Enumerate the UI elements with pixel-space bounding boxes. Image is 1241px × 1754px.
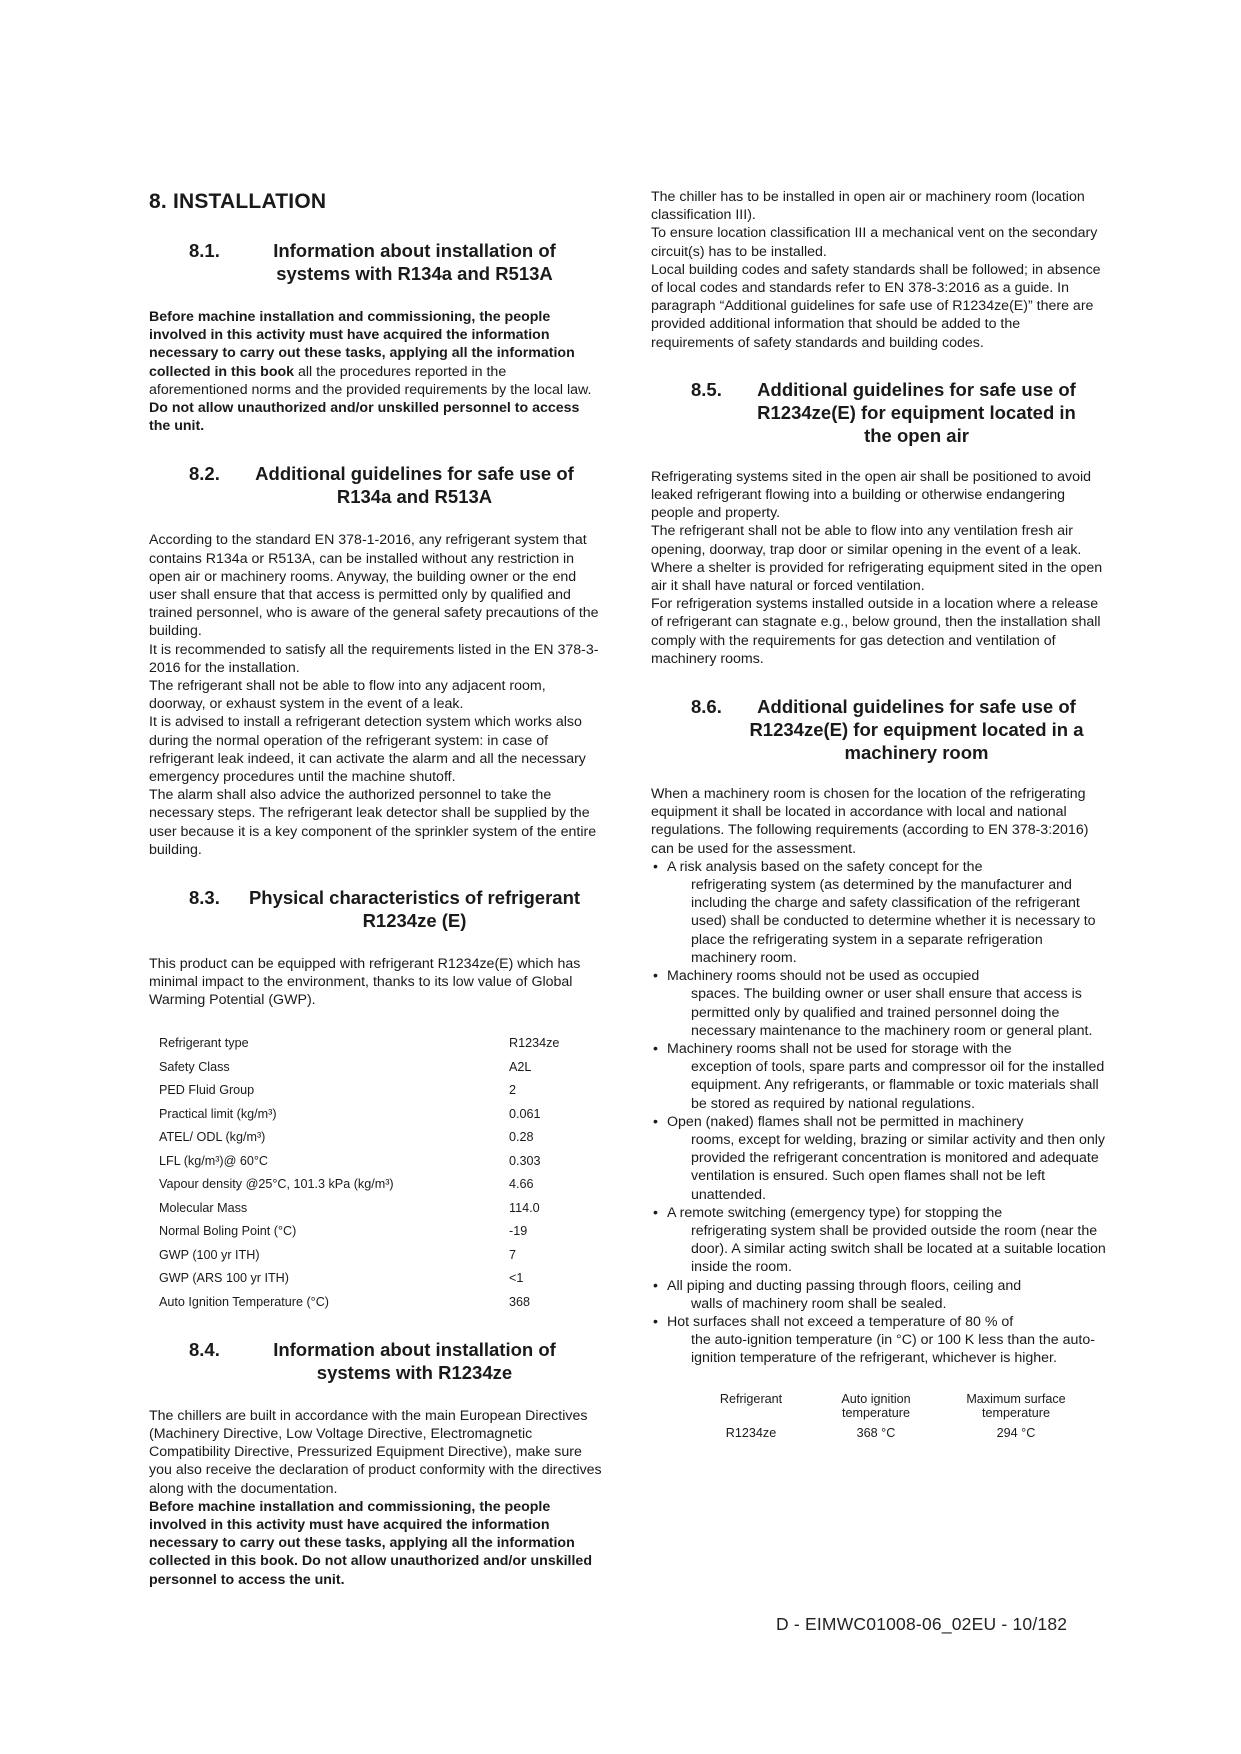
table-row: GWP (ARS 100 yr ITH) <1	[159, 1271, 524, 1286]
table-header: Auto ignition temperature	[841, 1391, 911, 1420]
list-item: • Machinery rooms should not be used as occupied spaces. The building owner or user shall ensure that access is permitted only by qualified and trained personnel doing the necessary maintenance to the machinery room or general plant.	[651, 967, 1106, 1040]
paragraph: According to the standard EN 378-1-2016, any refrigerant system that contains R134a or R513A, can be installed without any restriction in open air or machinery rooms. Anyway, the building owner or the end user shall ensure that that access is permitted only by qualified and trained personnel, who is aware of the general safety precautions of the building.	[149, 532, 599, 640]
paragraph: For refrigeration systems installed outside in a location where a release of refrigerant can stagnate e.g., below ground, then the installation shall comply with the requirements for gas detection and ventilation of machinery rooms.	[651, 596, 1101, 667]
list-item: • A risk analysis based on the safety concept for the refrigerating system (as determined by the manufacturer and including the charge and safety classification of the refrigerant used) shall be conducted to determine whether it is necessary to place the refrigerating system in a separate refrigeration machinery room.	[651, 858, 1106, 967]
table-row: Molecular Mass 114.0	[159, 1200, 540, 1215]
section-8-5-heading	[651, 378, 1106, 447]
paragraph: The refrigerant shall not be able to flow into any ventilation fresh air opening, doorway, trap door or similar opening in the event of a leak. Where a shelter is provided for refrigerating equipment sited in the open air it shall have natural or forced ventilation.	[651, 523, 1103, 595]
requirements-list	[651, 858, 1106, 1368]
right-column	[651, 188, 1106, 1440]
paragraph: The chillers are built in accordance with the main European Directives (Machinery Directive, Low Voltage Directive, Electromagnetic Compatibility Directive, Pressurized Equipment Directive), make sure you also receive the declaration of product conformity with the directives along with the documentation.	[149, 1407, 602, 1497]
section-title: Additional guidelines for safe use of R1234ze(E) for equipment located in the open air	[757, 378, 1076, 446]
table-row: GWP (100 yr ITH) 7	[159, 1247, 517, 1262]
table-row: ATEL/ ODL (kg/m³) 0.28	[159, 1130, 534, 1145]
table-row: PED Fluid Group 2	[159, 1083, 517, 1098]
paragraph: To ensure location classification III a mechanical vent on the secondary circuit(s) has to be installed.	[651, 225, 1098, 260]
warning-paragraph: Before machine installation and commissioning, the people involved in this activity must have acquired the information necessary to carry out these tasks, applying all the information collected in this book. Do not allow unauthorized and/or unskilled personnel to access the unit.	[149, 1498, 592, 1588]
section-8-6-heading	[651, 695, 1106, 764]
section-8-3-heading	[149, 886, 604, 932]
table-header: Maximum surface temperature	[966, 1391, 1066, 1420]
list-item: • All piping and ducting passing through floors, ceiling and walls of machinery room shall be sealed.	[651, 1277, 1106, 1313]
table-cell: 368 °C	[856, 1425, 896, 1440]
table-cell: 294 °C	[996, 1425, 1036, 1440]
table-row: Safety Class A2L	[159, 1059, 532, 1074]
paragraph: When a machinery room is chosen for the location of the refrigerating equipment it shall be located in accordance with local and national regulations. The following requirements (according to EN 378-3:2016) can be used for the assessment.	[651, 786, 1089, 857]
warning-paragraph: Do not allow unauthorized and/or unskilled personnel to access the unit.	[149, 400, 580, 435]
section-8-2-heading	[149, 462, 604, 508]
paragraph: The chiller has to be installed in open air or machinery room (location classification III).	[651, 189, 1085, 224]
paragraph: The alarm shall also advice the authorized personnel to take the necessary steps. The refrigerant leak detector shall be supplied by the user because it is a key component of the sprinkler system of the entire building.	[149, 787, 597, 858]
section-title: Additional guidelines for safe use of R134a and R513A	[255, 463, 574, 508]
paragraph: Local building codes and safety standards shall be followed; in absence of local codes and standards refer to EN 378-3:2016 as a guide. In paragraph “Additional guidelines for safe use of R1234ze(E)” there are provided additional information that should be added to the requirements of safety standards and building codes.	[651, 261, 1101, 351]
surface-temperature-table	[691, 1392, 1091, 1440]
table-row: Practical limit (kg/m³) 0.061	[159, 1106, 541, 1121]
list-item: • A remote switching (emergency type) for stopping the refrigerating system shall be provided outside the room (near the door). A similar acting switch shall be located at a suitable location inside the room.	[651, 1204, 1106, 1277]
list-item: • Open (naked) flames shall not be permitted in machinery rooms, except for welding, brazing or similar activity and then only provided the refrigerant concentration is monitored and adequate ventilation is ensured. Such open flames shall not be left unattended.	[651, 1113, 1106, 1204]
section-title: Information about installation of systems with R134a and R513A	[273, 240, 556, 284]
section-title: Physical characteristics of refrigerant R1234ze (E)	[248, 887, 581, 932]
paragraph: This product can be equipped with refrigerant R1234ze(E) which has minimal impact to the environment, thanks to its low value of Global Warming Potential (GWP).	[149, 956, 581, 1009]
table-row: LFL (kg/m³)@ 60°C 0.303	[159, 1153, 541, 1168]
section-number: 8.1.	[189, 240, 220, 261]
section-number: 8.3.	[189, 887, 220, 909]
table-row: Vapour density @25°C, 101.3 kPa (kg/m³) 4.66	[159, 1177, 534, 1192]
section-title: Additional guidelines for safe use of R1234ze(E) for equipment located in a machinery room	[749, 696, 1084, 764]
table-row: Refrigerant type R1234ze	[159, 1036, 560, 1051]
table-row	[691, 1426, 1091, 1440]
paragraph: Refrigerating systems sited in the open air shall be positioned to avoid leaked refrigerant flowing into a building or otherwise endangering people and property.	[651, 468, 1092, 522]
table-cell: R1234ze	[725, 1425, 777, 1440]
chapter-title: 8. INSTALLATION	[149, 190, 327, 213]
section-title: Information about installation of systems with R1234ze	[273, 1338, 556, 1383]
table-row: Auto Ignition Temperature (°C) 368	[159, 1294, 531, 1309]
left-column	[149, 188, 604, 1589]
list-item: • Machinery rooms shall not be used for storage with the exception of tools, spare parts and compressor oil for the installed equipment. Any refrigerants, or flammable or toxic materials shall be stored as required by national regulations.	[651, 1040, 1106, 1113]
refrigerant-properties-table	[149, 1032, 604, 1314]
paragraph: It is recommended to satisfy all the requirements listed in the EN 378-3-2016 for the installation.	[149, 641, 599, 676]
table-header-row	[691, 1392, 1091, 1420]
list-item: • Hot surfaces shall not exceed a temperature of 80 % of the auto-ignition temperature (in °C) or 100 K less than the auto-ignition temperature of the refrigerant, whichever is higher.	[651, 1313, 1106, 1368]
paragraph: It is advised to install a refrigerant detection system which works also during the normal operation of the refrigerant system: in case of refrigerant leak indeed, it can activate the alarm and all the necessary emergency procedures until the machine shutoff.	[149, 714, 586, 786]
section-8-4-heading	[149, 1338, 604, 1384]
paragraph: Before machine installation and commissioning, the people involved in this activity must have acquired the information necessary to carry out these tasks, applying all the information collected in this book all the procedures reported in the aforementioned norms and the provided requirements by the local law.	[149, 309, 592, 398]
section-number: 8.6.	[691, 696, 722, 718]
section-number: 8.4.	[189, 1338, 220, 1360]
section-number: 8.5.	[691, 378, 722, 400]
section-number: 8.2.	[189, 463, 220, 485]
page-footer: D - EIMWC01008-06_02EU - 10/182	[776, 1614, 1068, 1634]
table-row: Normal Boling Point (°C) -19	[159, 1224, 528, 1239]
paragraph: The refrigerant shall not be able to flow into any adjacent room, doorway, or exhaust system in the event of a leak.	[149, 678, 546, 713]
table-header: Refrigerant	[719, 1391, 783, 1406]
section-8-1-heading	[149, 239, 604, 285]
